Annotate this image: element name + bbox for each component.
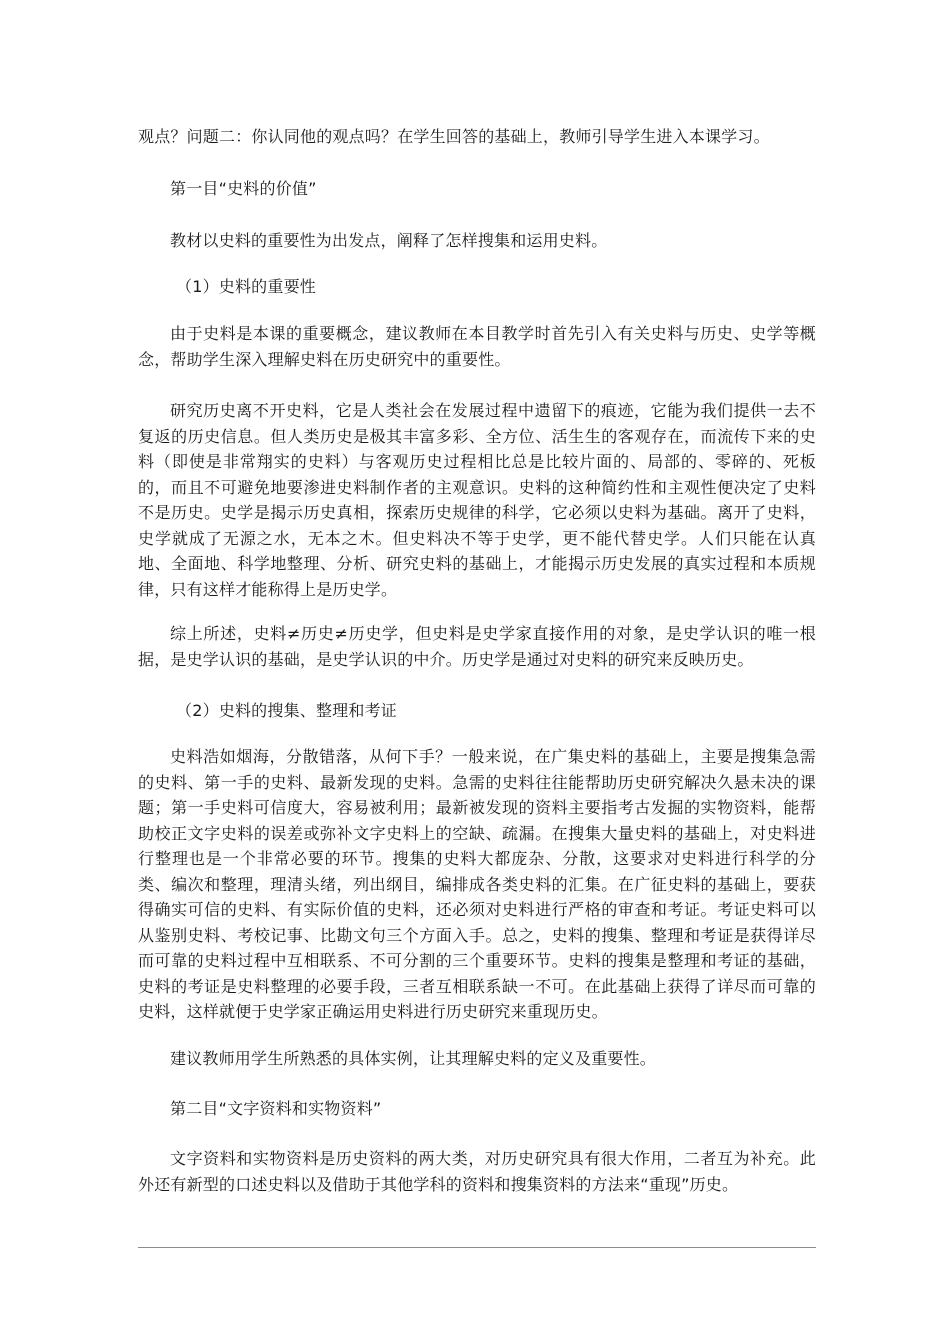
paragraph-history-and-sources: 研究历史离不开史料，它是人类社会在发展过程中遗留下的痕迹，它能为我们提供一去不复返的历史信息。但人类历史是极其丰富多彩、全方位、活生生的客观存在，而流传下来的史料（即使是非常翔实的史料）与客观历史过程相比总是比较片面的、局部的、零碎的、死板的，而且不可避免地要渗进史料制作者的主观意识。史料的这种简约性和主观性便决定了史料不是历史。史学是揭示历史真相，探索历史规律的科学，它必须以史料为基础。离开了史料，史学就成了无源之水，无本之木。但史料决不等于史学，更不能代替史学。人们只能在认真地、全面地、科学地整理、分析、研究史料的基础上，才能揭示历史发展的真实过程和本质规律，只有这样才能称得上是历史学。 xyxy=(138,401,816,599)
paragraph-collection-process: 史料浩如烟海，分散错落，从何下手？一般来说，在广集史料的基础上，主要是搜集急需的史料、第一手的史料、最新发现的史料。急需的史料往往能帮助历史研究解决久悬未决的课题；第一手史料可信度大，容易被利用；最新被发现的资料主要指考古发掘的实物资料，能帮助校正文字史料的误差或弥补文字史料上的空缺、疏漏。在搜集大量史料的基础上，对史料进行整理也是一个非常必要的环节。搜集的史料大都庞杂、分散，这要求对史料进行科学的分类、编次和整理，理清头绪，列出纲目，编排成各类史料的汇集。在广征史料的基础上，要获得确实可信的史料、有实际价值的史料，还必须对史料进行严格的审查和考证。考证史料可以从鉴别史料、考校记事、比勘文句三个方面入手。总之，史料的搜集、整理和考证是获得详尽而可靠的史料过程中互相联系、不可分割的三个重要环节。史料的搜集是整理和考证的基础，史料的考证是史料整理的必要手段，三者互相联系缺一不可。在此基础上获得了详尽而可靠的史料，这样就便于史学家正确运用史料进行历史研究来重现历史。 xyxy=(138,747,816,1021)
footer-divider xyxy=(138,1247,816,1248)
paragraph-examples-suggestion: 建议教师用学生所熟悉的具体实例，让其理解史料的定义及重要性。 xyxy=(170,1049,657,1068)
paragraph-summary: 综上所述，史料≠历史≠历史学，但史料是史学家直接作用的对象，是史学认识的唯一根据，是史学认识的基础，是史学认识的中介。历史学是通过对史料的研究来反映历史。 xyxy=(138,624,816,669)
paragraph-intro-questions: 观点？问题二：你认同他的观点吗？在学生回答的基础上，教师引导学生进入本课学习。 xyxy=(138,127,770,146)
paragraph-textbook-overview: 教材以史料的重要性为出发点，阐释了怎样搜集和运用史料。 xyxy=(170,231,608,250)
subheading-collection-and-verification: （2）史料的搜集、整理和考证 xyxy=(176,701,397,720)
subheading-importance-of-sources: （1）史料的重要性 xyxy=(176,277,316,296)
section-heading-written-and-physical: 第二目“文字资料和实物资料” xyxy=(170,1099,382,1118)
section-heading-value-of-sources: 第一目“史料的价值” xyxy=(170,179,317,198)
paragraph-teaching-suggestion: 由于史料是本课的重要概念，建议教师在本目教学时首先引入有关史料与历史、史学等概念，帮助学生深入理解史料在历史研究中的重要性。 xyxy=(138,324,816,369)
paragraph-written-and-physical: 文字资料和实物资料是历史资料的两大类，对历史研究具有很大作用，二者互为补充。此外还有新型的口述史料以及借助于其他学科的资料和搜集资料的方法来“重现”历史。 xyxy=(138,1149,816,1194)
